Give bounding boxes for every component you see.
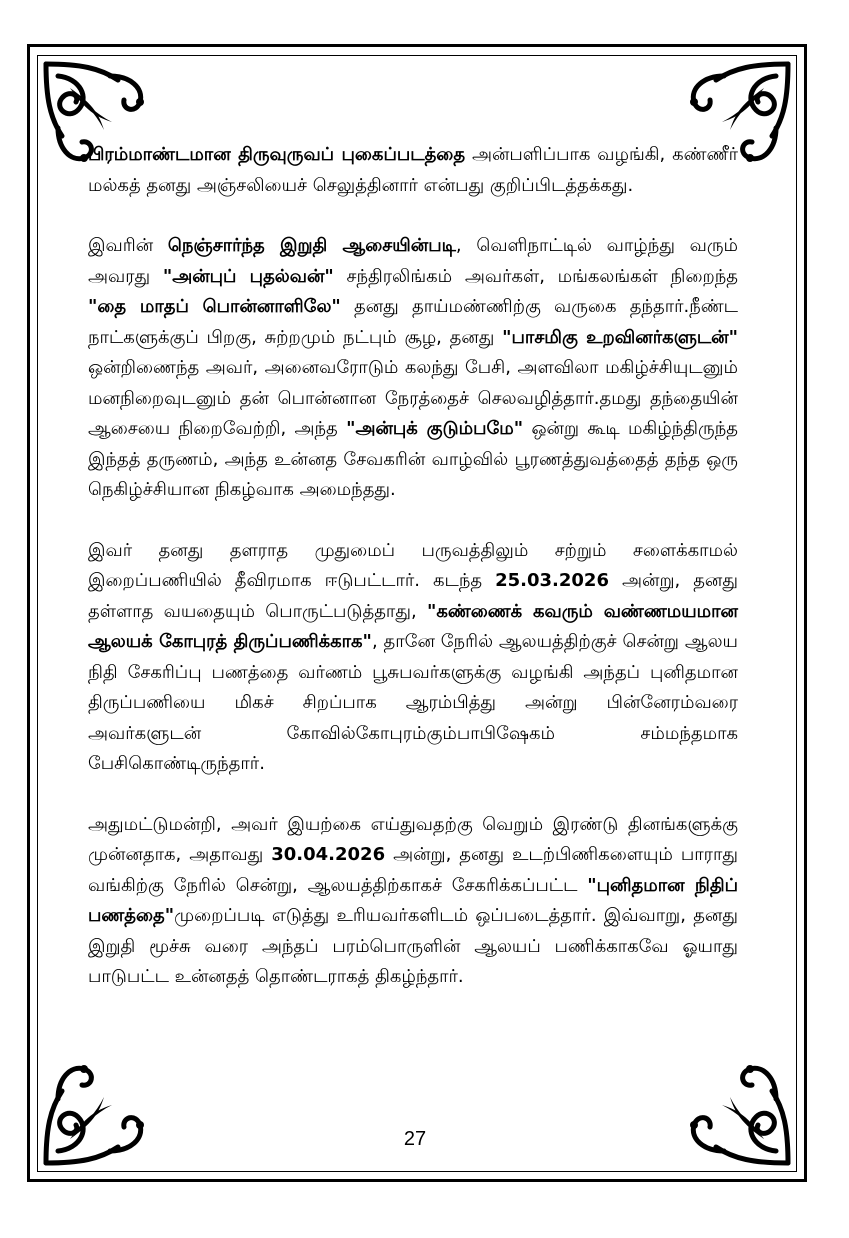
emphasis: பிரம்மாண்டமான திருவுருவப் புகைப்படத்தை	[88, 144, 466, 165]
paragraph-1	[88, 140, 738, 201]
emphasis: "அன்புக் குடும்பமே"	[346, 418, 524, 439]
text-run: , வெளிநாட்டில் வாழ்ந்து வரும் அவரது	[88, 235, 739, 287]
emphasis: நெஞ்சார்ந்த இறுதி ஆசையின்படி	[167, 235, 456, 256]
text-run: தனது தாய்மண்ணிற்கு வருகை தந்தார்.நீண்ட நாட்களுக்குப் பிறகு, சுற்றமும் நட்பும் சூழ, தனது	[88, 296, 738, 348]
corner-ornament-bottom-right	[674, 1049, 794, 1169]
text-run: சந்திரலிங்கம் அவர்கள், மங்கலங்கள் நிறைந்த	[333, 265, 739, 287]
paragraph-3	[88, 536, 738, 780]
text-run: அன்பளிப்பாக வழங்கி, கண்ணீர் மல்கத் தனது அஞ்சலியைச் செலுத்தினார் என்பது குறிப்பிடத்தக்கது.	[88, 144, 738, 196]
paragraph-2	[88, 231, 738, 506]
emphasis: "கண்ணைக் கவரும் வண்ணமயமான ஆலயக் கோபுரத் திருப்பணிக்காக"	[88, 600, 739, 652]
text-run: அன்று, தனது தள்ளாத வயதையும் பொருட்படுத்தாது,	[88, 570, 738, 622]
emphasis: 30.04.2026	[271, 844, 386, 865]
text-run: ஒன்று கூடி மகிழ்ந்திருந்த இந்தத் தருணம், அந்த உன்னத சேவகரின் வாழ்வில் பூரணத்துவத்தைத் தந்த ஒரு நெகிழ்ச்சியான நிகழ்வாக அமைந்தது.	[88, 418, 738, 500]
flourish-icon	[674, 1049, 794, 1169]
corner-ornament-bottom-left	[40, 1049, 160, 1169]
text-run: அதுமட்டுமன்றி, அவர் இயற்கை எய்துவதற்கு வெறும் இரண்டு தினங்களுக்கு முன்னதாக, அதாவது	[88, 813, 738, 865]
text-run: அன்று, தனது உடற்பிணிகளையும் பாராது வங்கிற்கு நேரில் சென்று, ஆலயத்திற்காகச் சேகரிக்கப்பட்ட	[88, 844, 738, 896]
emphasis: "தை மாதப் பொன்னாளிலே"	[88, 296, 341, 317]
emphasis: "அன்புப் புதல்வன்"	[162, 265, 334, 287]
text-run: இவரின்	[88, 235, 168, 256]
text-run: , தானே நேரில் ஆலயத்திற்குச் சென்று ஆலய நிதி சேகரிப்பு பணத்தை வர்ணம் பூசுபவர்களுக்கு வழங்கி அந்தப் புனிதமான திருப்பணியை மிகச் சிறப்பாக ஆரம்பித்து அன்று பின்னேரம்வரை அவர்களுடன் கோவில்கோபுரம்கும்பாபிஷேகம் சம்மந்தமாக பேசிகொண்டிருந்தார்.	[88, 631, 738, 774]
emphasis: "புனிதமான நிதிப் பணத்தை"	[88, 874, 738, 926]
page-number: 27	[403, 1128, 427, 1150]
flourish-icon	[40, 1049, 160, 1169]
emphasis: 25.03.2026	[495, 570, 609, 591]
emphasis: "பாசமிகு உறவினர்களுடன்"	[502, 326, 738, 348]
page-body-text	[88, 140, 738, 1023]
paragraph-4	[88, 810, 738, 993]
text-run: முறைப்படி எடுத்து உரியவர்களிடம் ஒப்படைத்தார். இவ்வாறு, தனது இறுதி மூச்சு வரை அந்தப் பரம்பொருளின் ஆலயப் பணிக்காகவே ஓயாது பாடுபட்ட உன்னதத் தொண்டராகத் திகழ்ந்தார்.	[88, 905, 738, 987]
text-run: ஒன்றிணைந்த அவர், அனைவரோடும் கலந்து பேசி, அளவிலா மகிழ்ச்சியுடனும் மனநிறைவுடனும் தன் பொன்னான நேரத்தைச் செலவழித்தார்.தமது தந்தையின் ஆசையை நிறைவேற்றி, அந்த	[88, 357, 738, 439]
text-run: இவர் தனது தளராத முதுமைப் பருவத்திலும் சற்றும் சளைக்காமல் இறைப்பணியில் தீவிரமாக ஈடுபட்டார். கடந்த	[88, 539, 738, 591]
